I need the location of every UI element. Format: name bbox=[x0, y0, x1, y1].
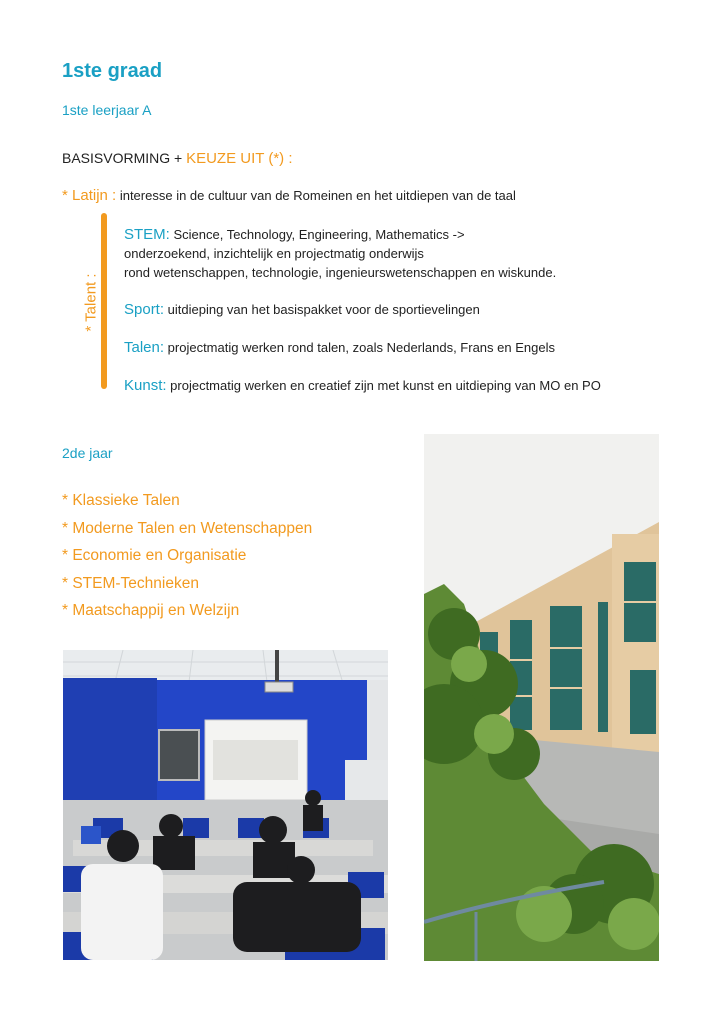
latijn-description: interesse in de cultuur van de Romeinen en het uitdiepen van de taal bbox=[119, 188, 516, 203]
talent-item-text: rond wetenschappen, technologie, ingenieurswetenschappen en wiskunde. bbox=[124, 265, 557, 280]
page-title: 1ste graad bbox=[62, 60, 163, 82]
year2-options-list bbox=[62, 491, 312, 629]
school-building-photo bbox=[424, 434, 659, 961]
talent-item-label: Talen: bbox=[124, 339, 165, 356]
basisvorming-text: BASISVORMING + bbox=[62, 150, 183, 166]
latijn-label: * Latijn : bbox=[62, 187, 117, 204]
list-item: * Moderne Talen en Wetenschappen bbox=[62, 519, 313, 537]
talent-item-label: Sport: bbox=[124, 301, 165, 318]
talent-item-label: STEM: bbox=[124, 226, 170, 243]
talent-item-kunst bbox=[124, 376, 601, 395]
talent-item-label: Kunst: bbox=[124, 377, 167, 394]
talent-item-stem bbox=[124, 225, 556, 282]
list-item: * Economie en Organisatie bbox=[62, 547, 247, 564]
basisvorming-line bbox=[62, 150, 293, 167]
year1-label: 1ste leerjaar A bbox=[62, 102, 152, 118]
list-item: * Klassieke Talen bbox=[62, 492, 180, 509]
classroom-photo bbox=[63, 650, 388, 960]
talent-label: * Talent : bbox=[82, 273, 100, 332]
year2-label: 2de jaar bbox=[62, 445, 113, 461]
talent-item-sport bbox=[124, 300, 480, 319]
keuze-uit-text: KEUZE UIT (*) : bbox=[186, 150, 293, 167]
list-item: * STEM-Technieken bbox=[62, 574, 199, 592]
talent-bracket-bar bbox=[101, 213, 107, 389]
list-item: * Maatschappij en Welzijn bbox=[62, 602, 240, 619]
talent-item-text: uitdieping van het basispakket voor de sportievelingen bbox=[167, 302, 480, 317]
talent-item-text: projectmatig werken en creatief zijn met kunst en uitdieping van MO en PO bbox=[170, 378, 601, 393]
latijn-option bbox=[62, 187, 516, 204]
talent-item-text: onderzoekend, inzichtelijk en projectmatig onderwijs bbox=[124, 246, 424, 261]
talent-item-text: projectmatig werken rond talen, zoals Nederlands, Frans en Engels bbox=[167, 340, 555, 355]
talent-item-text: Science, Technology, Engineering, Mathematics -> bbox=[173, 227, 465, 242]
talent-item-talen bbox=[124, 338, 555, 357]
